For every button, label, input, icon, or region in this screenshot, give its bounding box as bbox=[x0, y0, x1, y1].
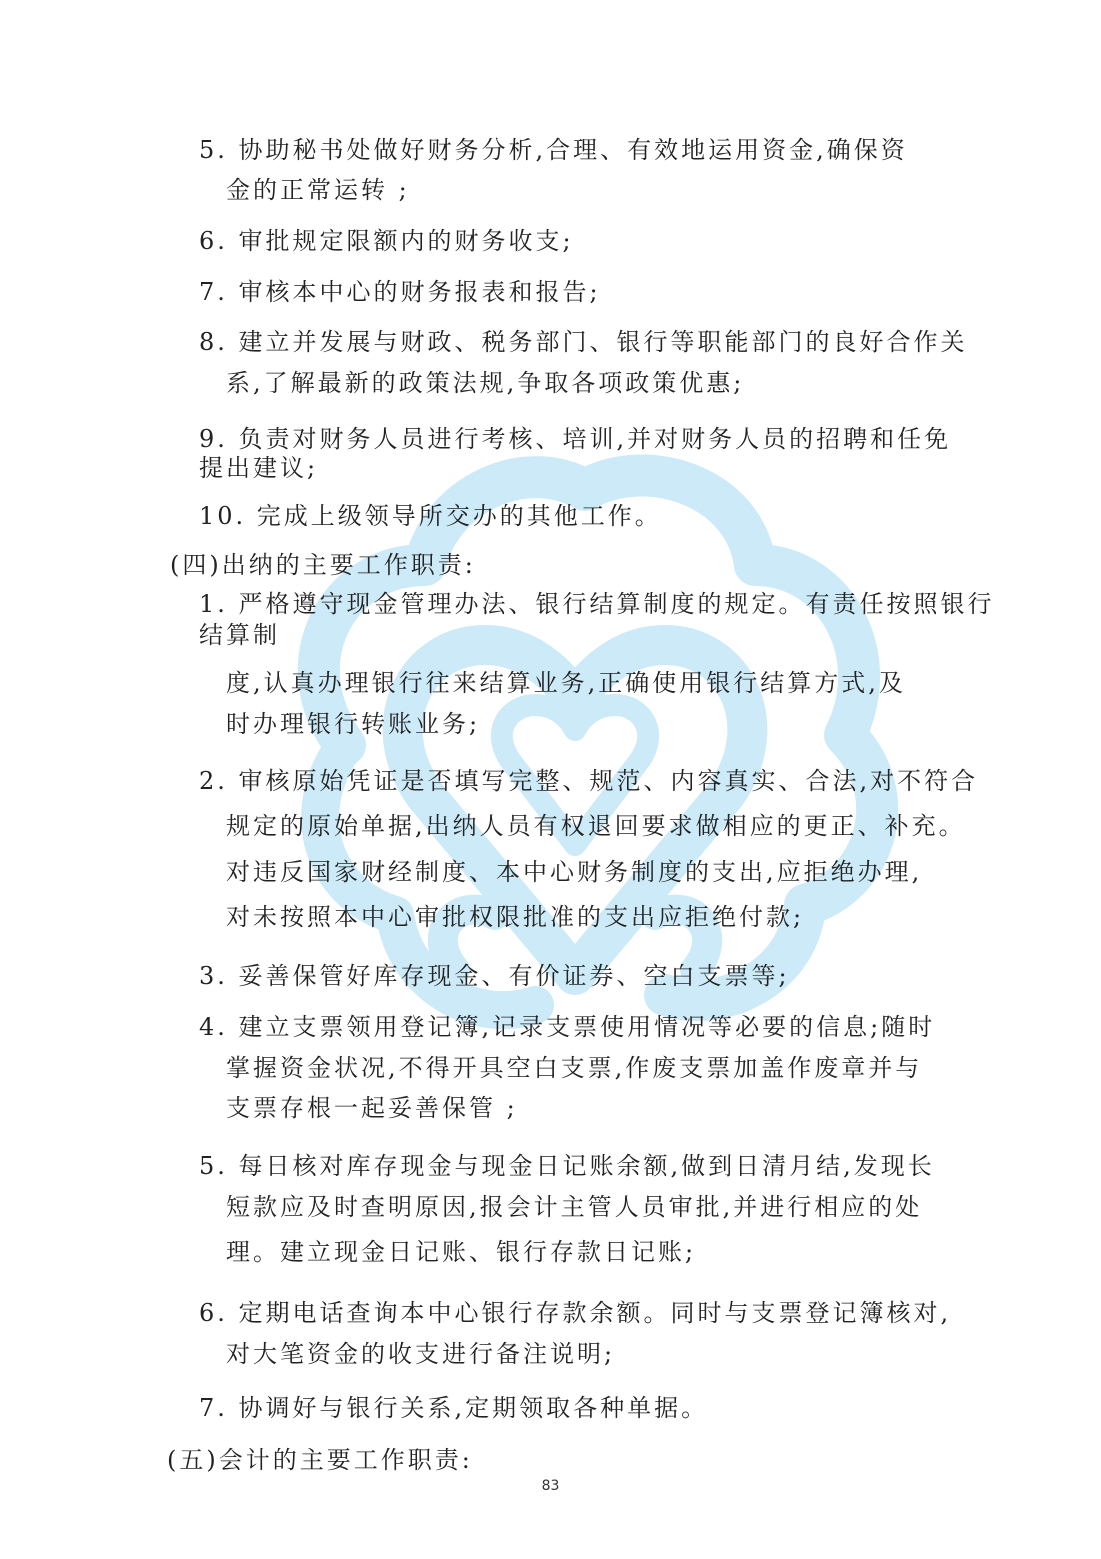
text-line-21: 掌握资金状况,不得开具空白支票,作废支票加盖作废章并与 bbox=[226, 1054, 923, 1082]
text-line-22: 支票存根一起妥善保管 ; bbox=[226, 1094, 518, 1122]
text-line-17: 对违反国家财经制度、本中心财务制度的支出,应拒绝办理, bbox=[226, 858, 923, 886]
text-line-25: 理。建立现金日记账、银行存款日记账; bbox=[226, 1238, 697, 1266]
text-line-1: 5. 协助秘书处做好财务分析,合理、有效地运用资金,确保资 bbox=[199, 136, 908, 164]
text-line-27: 对大笔资金的收支进行备注说明; bbox=[226, 1340, 616, 1368]
text-line-4: 7. 审核本中心的财务报表和报告; bbox=[199, 278, 601, 306]
text-line-2: 金的正常运转 ; bbox=[226, 176, 410, 204]
text-line-8: 提出建议; bbox=[199, 454, 319, 482]
text-line-3: 6. 审批规定限额内的财务收支; bbox=[199, 227, 574, 255]
text-line-18: 对未按照本中心审批权限批准的支出应拒绝付款; bbox=[226, 903, 805, 931]
text-line-12: 结算制 bbox=[199, 621, 280, 649]
text-line-24: 短款应及时查明原因,报会计主管人员审批,并进行相应的处 bbox=[226, 1193, 923, 1221]
text-line-5: 8. 建立并发展与财政、税务部门、银行等职能部门的良好合作关 bbox=[199, 328, 968, 356]
text-line-6: 系,了解最新的政策法规,争取各项政策优惠; bbox=[226, 369, 745, 397]
text-line-26: 6. 定期电话查询本中心银行存款余额。同时与支票登记簿核对, bbox=[199, 1299, 952, 1327]
text-line-9: 10. 完成上级领导所交办的其他工作。 bbox=[199, 502, 662, 530]
text-line-14: 时办理银行转账业务; bbox=[226, 710, 481, 738]
text-line-20: 4. 建立支票领用登记簿,记录支票使用情况等必要的信息;随时 bbox=[199, 1013, 936, 1041]
text-line-11: 1. 严格遵守现金管理办法、银行结算制度的规定。有责任按照银行 bbox=[199, 590, 995, 618]
section-heading-cashier: (四)出纳的主要工作职责: bbox=[170, 551, 476, 579]
text-line-16: 规定的原始单据,出纳人员有权退回要求做相应的更正、补充。 bbox=[226, 812, 966, 840]
text-line-28: 7. 协调好与银行关系,定期领取各种单据。 bbox=[199, 1394, 709, 1422]
section-heading-accountant: (五)会计的主要工作职责: bbox=[167, 1446, 473, 1474]
text-line-19: 3. 妥善保管好库存现金、有价证券、空白支票等; bbox=[199, 962, 790, 990]
page-number: 83 bbox=[541, 1478, 560, 1494]
text-line-23: 5. 每日核对库存现金与现金日记账余额,做到日清月结,发现长 bbox=[199, 1152, 935, 1180]
text-line-15: 2. 审核原始凭证是否填写完整、规范、内容真实、合法,对不符合 bbox=[199, 767, 979, 795]
text-line-13: 度,认真办理银行往来结算业务,正确使用银行结算方式,及 bbox=[226, 669, 906, 697]
text-line-7: 9. 负责对财务人员进行考核、培训,并对财务人员的招聘和任免 bbox=[199, 425, 952, 453]
